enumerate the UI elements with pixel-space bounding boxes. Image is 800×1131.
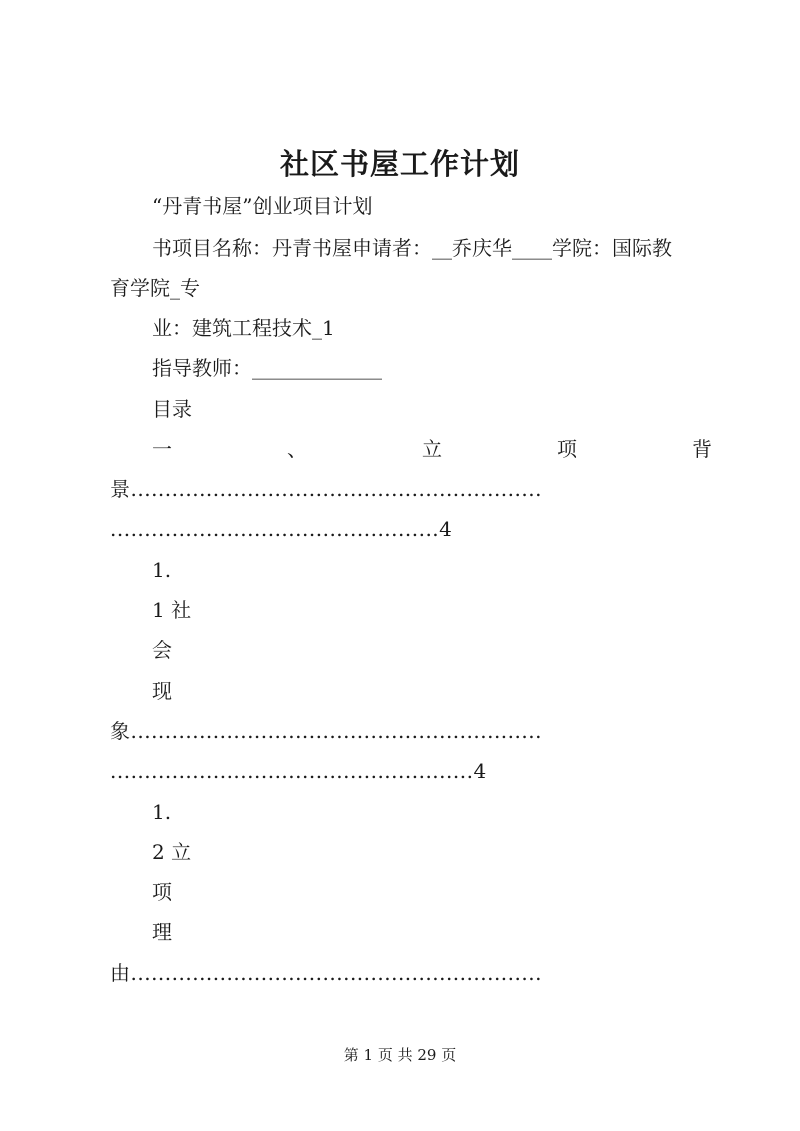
dot-leader: ..................................................... xyxy=(110,759,474,783)
toc-section-1-leader xyxy=(110,475,714,503)
toc-char: 由 xyxy=(110,961,131,985)
toc-char: 景 xyxy=(110,477,131,501)
toc-char: 立 xyxy=(422,437,442,461)
toc-char: 项 xyxy=(152,880,172,904)
page-footer: 第 1 页 共 29 页 xyxy=(343,1046,457,1064)
toc-char: 一 xyxy=(152,437,172,461)
toc-char: 项 xyxy=(557,437,577,461)
dot-leader: ................................................ xyxy=(110,517,440,541)
dot-leader: ............................................................ xyxy=(130,477,542,501)
document-title: 社区书屋工作计划 xyxy=(279,147,520,181)
toc-char: 象 xyxy=(110,719,131,743)
dot-leader: ............................................................ xyxy=(130,719,542,743)
toc-item-1-2-number-b: 2 立 xyxy=(152,840,192,864)
toc-item-1-1-leader xyxy=(110,717,714,745)
toc-page-number: 4 xyxy=(439,517,453,541)
toc-char: 背 xyxy=(692,437,712,461)
toc-heading: 目录 xyxy=(152,397,192,421)
project-subtitle: “丹青书屋”创业项目计划 xyxy=(152,194,373,218)
toc-page-number: 4 xyxy=(473,759,487,783)
toc-char: 、 xyxy=(287,437,307,461)
toc-char: 现 xyxy=(152,679,172,703)
toc-item-1-1-number-b: 1 社 xyxy=(152,598,192,622)
dot-leader: ............................................................ xyxy=(130,961,542,985)
toc-section-1-leader-cont xyxy=(110,515,530,543)
project-info-line-1: 书项目名称：丹青书屋申请者：__乔庆华____学院：国际教 xyxy=(152,236,672,260)
toc-item-1-2-leader xyxy=(110,959,714,987)
toc-item-1-1-number-a: 1. xyxy=(152,558,172,582)
project-info-line-4: 指导教师：_____________ xyxy=(152,356,382,380)
toc-item-1-2-number-a: 1. xyxy=(152,800,172,824)
toc-section-1-title xyxy=(152,435,712,463)
project-info-line-3: 业：建筑工程技术_1 xyxy=(152,316,335,340)
project-info-line-2: 育学院_专 xyxy=(110,276,200,300)
toc-char: 会 xyxy=(152,638,172,662)
toc-char: 理 xyxy=(152,920,172,944)
toc-item-1-1-leader-cont xyxy=(110,757,570,785)
